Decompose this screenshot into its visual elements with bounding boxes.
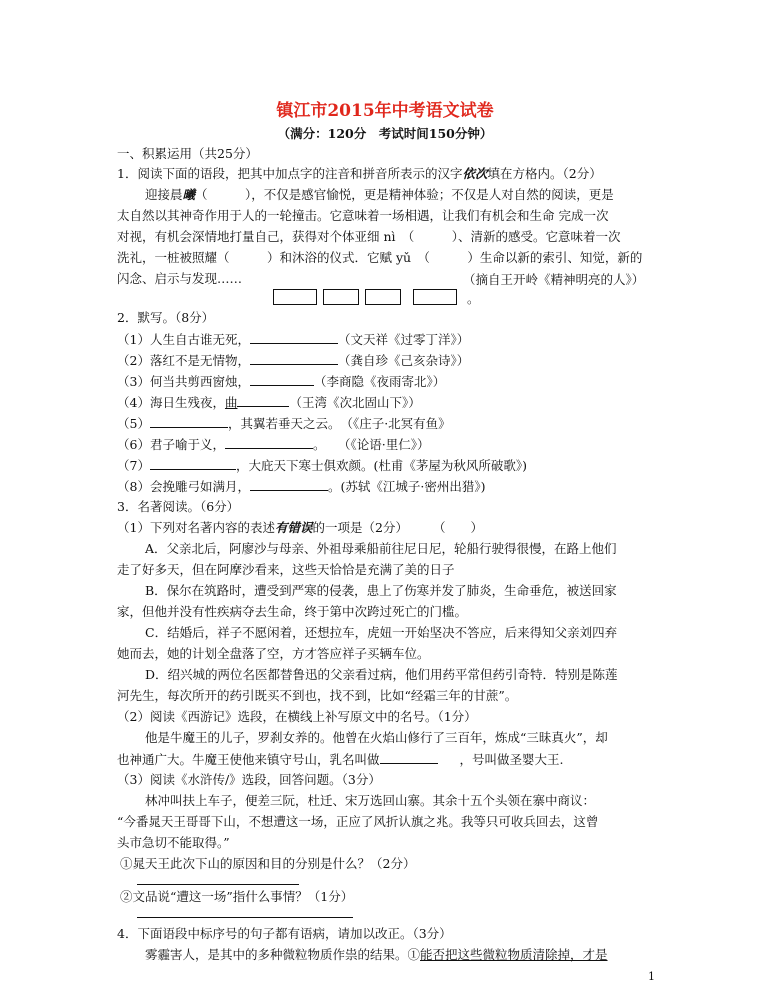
subquestion-3-passage: “今番晁天王哥哥下山，不想遭这一场，正应了风折认旗之兆。我等只可收兵回去，这曾	[117, 814, 599, 829]
question-3-stem: 3．名著阅读。（6分）	[117, 499, 240, 514]
dictation-item: （1）人生自古谁无死， （文天祥《过零丁洋》）	[117, 332, 470, 347]
answer-line[interactable]	[137, 884, 299, 885]
question-4-stem: 4．下面语段中标序号的句子都有语病，请加以改正。（3分）	[117, 926, 452, 941]
section-heading: 一、积累运用（共25分）	[117, 146, 258, 161]
page-number: 1	[648, 970, 655, 983]
dictation-item: （2）落红不是无情物， （龚自珍《己亥杂诗》）	[117, 353, 470, 368]
option-d: D．绍兴城的两位名医都替鲁迅的父亲看过病，他们用药平常但药引奇特．特别是陈莲	[145, 667, 618, 682]
subquestion-3-q2: ②文品说“遭这一场”指什么事情？（1分）	[120, 889, 354, 904]
subquestion-2-passage: 他是牛魔王的儿子，罗刹女养的。他曾在火焰山修行了三百年，炼成“三昧真火”，却	[145, 730, 608, 745]
fill-blank[interactable]	[250, 331, 338, 344]
question-1-passage-line: 闪念、启示与发现……	[117, 271, 243, 286]
fill-blank[interactable]	[250, 478, 328, 491]
exam-subtitle: （满分：120分 考试时间150分钟）	[277, 126, 493, 141]
subquestion-2: （2）阅读《西游记》选段，在横线上补写原文中的名号。（1分）	[117, 709, 477, 724]
fill-blank[interactable]	[250, 352, 338, 365]
answer-line[interactable]	[137, 917, 353, 918]
dictation-item: （6）君子喻于义， 。 （《论语·里仁》）	[117, 437, 430, 452]
question-1-passage-line: 太自然以其神奇作用于人的一轮撞击。它意味着一场相遇，让我们有机会和生命 完成一次	[117, 208, 609, 223]
fill-blank[interactable]	[150, 457, 236, 470]
passage-source: （摘自王开岭《精神明亮的人》）	[463, 272, 645, 287]
option-a-cont: 走了好多天，但在阿摩沙看来，这些天恰恰是充满了美的日子	[117, 562, 455, 577]
fill-blank[interactable]	[237, 394, 289, 407]
option-d-cont: 河先生，每次所开的药引既买不到也，找不到，比如“经霜三年的甘蔗”。	[117, 688, 518, 703]
question-1-passage-line: 洗礼，一桩被照耀（ ）和沐浴的仪式．它赋 yǔ （ ）生命以新的索引、知觉，新的	[117, 250, 643, 265]
question-1-passage-line: 对视，有机会深情地打量自己，获得对个体亚细 nì （ ）、清新的感受。它意味着一次	[117, 229, 621, 244]
subquestion-1: （1）下列对名著内容的表述有错误的一项是（2分） （ ）	[117, 520, 483, 535]
subquestion-3: （3）阅读《水浒传/》选段，回答问题。（3分）	[117, 772, 381, 787]
option-b-cont: 家，但他并没有性疾病夺去生命，终于第中次跨过死亡的门槛。	[117, 604, 468, 619]
dictation-item: （3）何当共剪西窗烛， （李商隐《夜雨寄北》）	[117, 374, 446, 389]
answer-period: 。	[467, 291, 480, 306]
question-2-stem: 2．默写。（8分）	[117, 310, 215, 325]
answer-box-3[interactable]	[365, 289, 401, 305]
subquestion-3-passage: 林冲叫扶上车子，便差三阮，杜迁、宋万选回山寨。其余十五个头领在寨中商议：	[145, 793, 596, 808]
question-1-passage-line: 迎接晨曦（ ），不仅是感官愉悦，更是精神体验；不仅是人对自然的阅读，更是	[145, 187, 614, 202]
dictation-item: （5） ，其翼若垂天之云。 （《庄子·北冥有鱼》	[117, 416, 451, 431]
question-4-passage: 雾霾害人，是其中的多种微粒物质作祟的结果。①能否把这些微粒物质清除掉，才是	[145, 947, 608, 962]
fill-blank[interactable]	[250, 373, 314, 386]
option-c: C．结婚后，祥子不愿闲着，还想拉车，虎妞一开始坚决不答应，后来得知父亲刘四弃	[145, 625, 618, 640]
answer-box-4[interactable]	[413, 289, 457, 305]
dictation-item: （8）会挽雕弓如满月， 。(苏轼《江城子·密州出猎》)	[117, 479, 486, 494]
fill-blank[interactable]	[150, 415, 228, 428]
dictation-item: （4）海日生残夜，曲 （王湾《次北固山下》）	[117, 395, 421, 410]
answer-box-1[interactable]	[273, 289, 317, 305]
fill-blank[interactable]	[380, 751, 438, 764]
exam-title: 镇江市2015年中考语文试卷	[276, 101, 494, 121]
option-b: B．保尔在筑路时，遭受到严寒的侵袭，患上了伤寒并发了肺炎，生命垂危，被送回家	[145, 583, 617, 598]
fill-blank[interactable]	[225, 436, 313, 449]
dictation-item: （7） ，大庇天下寒士俱欢颜。(杜甫《茅屋为秋风所破歌》)	[117, 458, 527, 473]
option-a: A．父亲北后，阿廖沙与母亲、外祖母乘船前往尼日尼，轮船行驶得很慢，在路上他们	[145, 541, 617, 556]
answer-box-2[interactable]	[323, 289, 359, 305]
subquestion-2-passage: 也神通广大。牛魔王使他来镇守号山，乳名叫做 ，号叫做圣婴大王.	[117, 752, 564, 767]
subquestion-3-passage: 头市急切不能取得。”	[117, 835, 230, 850]
option-c-cont: 她而去，她的计划全盘落了空，方才答应祥子买辆车位。	[117, 646, 430, 661]
question-1-stem: 1．阅读下面的语段，把其中加点字的注音和拼音所表示的汉字依次填在方格内。（2分）	[117, 166, 602, 181]
subquestion-3-q1: ①晁天王此次下山的原因和目的分别是什么？（2分）	[120, 856, 416, 871]
